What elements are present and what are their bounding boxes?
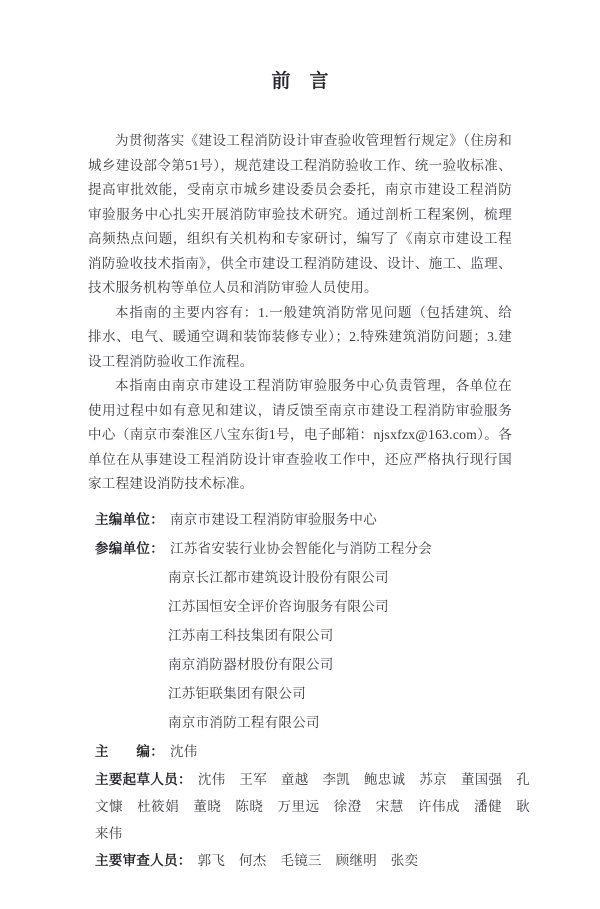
- participating-unit: [95, 650, 530, 679]
- paragraph-contents: 本指南的主要内容有：1.一般建筑消防常见问题（包括建筑、给排水、电气、暖通空调和装饰装修专业）；2.特殊建筑消防问题；3.建设工程消防验收工作流程。: [88, 304, 512, 369]
- chief-editor-value: 沈伟: [170, 743, 198, 759]
- participating-unit-text: 江苏钜联集团有限公司: [168, 685, 306, 701]
- chief-editor-unit-row: [95, 505, 530, 534]
- participating-unit: [95, 708, 530, 737]
- participating-units-row: [95, 534, 530, 563]
- participating-unit: [95, 563, 530, 592]
- drafters-row: [95, 766, 530, 847]
- participating-unit: [95, 621, 530, 650]
- chief-editor-row: [95, 737, 530, 766]
- participating-units-label: 参编单位：: [95, 540, 164, 556]
- participating-unit: 江苏省安装行业协会智能化与消防工程分会: [170, 540, 433, 556]
- participating-unit: [95, 592, 530, 621]
- reviewers-names: 郭飞 何杰 毛镜三 顾继明 张奕: [197, 852, 419, 868]
- participating-unit-text: 江苏国恒安全评价咨询服务有限公司: [168, 598, 389, 614]
- drafters-names: 沈伟 王军 童越 李凯 鲍忠诚 苏京 董国强 孔文慷 杜筱娟 董晓 陈晓 万里远 徐澄 宋慧 许伟成 潘健 耿来伟: [95, 771, 531, 841]
- participating-unit-text: 江苏南工科技集团有限公司: [168, 627, 334, 643]
- reviewers-label: 主要审查人员：: [95, 852, 192, 868]
- participating-unit-text: 南京消防器材股份有限公司: [168, 656, 334, 672]
- drafters-label: 主要起草人员：: [95, 771, 192, 787]
- chief-editor-label: 主 编：: [95, 743, 164, 759]
- paragraph-background: 为贯彻落实《建设工程消防设计审查验收管理暂行规定》（住房和城乡建设部令第51号），规范建设工程消防验收工作、统一验收标准、提高审批效能，受南京市城乡建设委员会委托，南京市建设工程消防审验服务中心扎实开展消防审验技术研究。通过剖析工程案例，梳理高频热点问题，组织有关机构和专家研讨，编写了《南京市建设工程消防验收技术指南》，供全市建设工程消防建设、设计、施工、监理、技术服务机构等单位人员和消防审验人员使用。: [88, 133, 512, 295]
- chief-editor-unit-value: 南京市建设工程消防审验服务中心: [170, 511, 377, 527]
- paragraph-management: 本指南由南京市建设工程消防审验服务中心负责管理，各单位在使用过程中如有意见和建议，请反馈至南京市建设工程消防审验服务中心（南京市秦淮区八宝东街1号，电子邮箱：njsxfzx@163.com）。各单位在从事建设工程消防设计审查验收工作中，还应严格执行现行国家工程建设消防技术标准。: [88, 378, 512, 491]
- page-title: 前 言: [271, 71, 329, 92]
- document-page: [0, 66, 600, 909]
- participating-unit-text: 南京市消防工程有限公司: [168, 714, 320, 730]
- preface-body: [88, 129, 512, 497]
- participating-unit-text: 南京长江都市建筑设计股份有限公司: [168, 569, 389, 585]
- chief-editor-unit-label: 主编单位：: [95, 511, 164, 527]
- credits-section: [95, 505, 530, 874]
- participating-unit: [95, 679, 530, 708]
- reviewers-row: [95, 847, 530, 874]
